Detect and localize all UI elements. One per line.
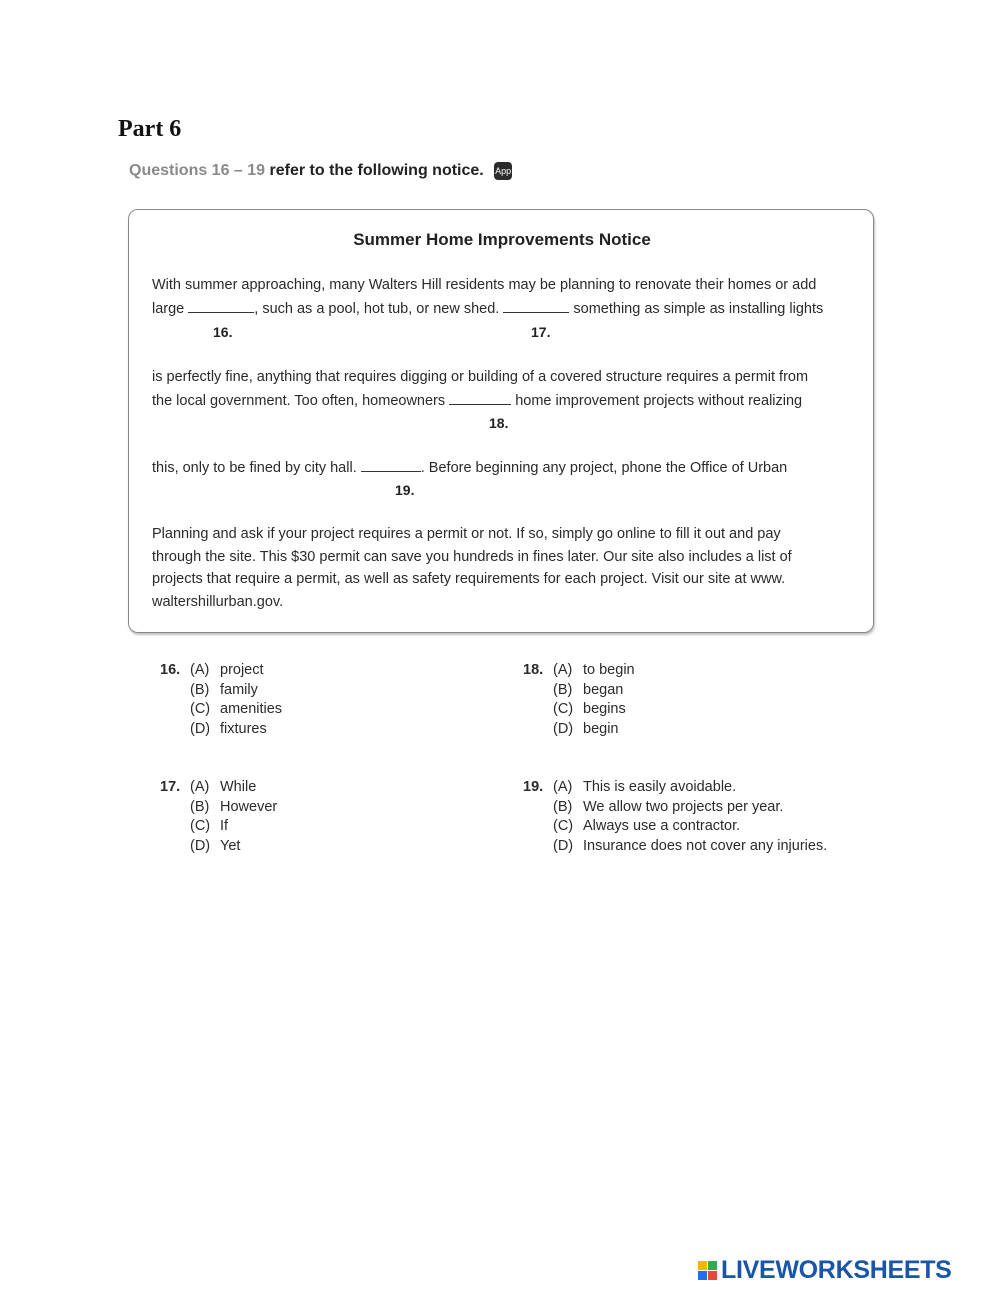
option-b[interactable]: (B) We allow two projects per year. — [553, 799, 784, 815]
option-a[interactable]: (A) While — [190, 779, 257, 795]
part-title: Part 6 — [118, 116, 182, 142]
question-number: 18. — [523, 662, 544, 678]
question-number: 17. — [160, 779, 181, 795]
option-c[interactable]: (C) amenities — [190, 701, 283, 717]
option-a[interactable]: (A) to begin — [553, 662, 635, 678]
notice-line: is perfectly fine, anything that requires digging or building of a covered structure requires a permit from — [152, 369, 809, 385]
liveworksheets-logo[interactable] — [698, 1257, 952, 1283]
option-b[interactable]: (B) family — [190, 682, 258, 698]
notice-line: waltershillurban.gov. — [152, 594, 284, 610]
notice-line: projects that require a permit, as well as safety requirements for each project. Visit our site at www. — [152, 571, 786, 587]
blank-18[interactable] — [449, 392, 511, 405]
blank-number-17: 17. — [531, 324, 551, 340]
option-d[interactable]: (D) Insurance does not cover any injuries. — [553, 838, 828, 854]
notice-line: through the site. This $30 permit can save you hundreds in fines later. Our site also includes a list of — [152, 549, 792, 565]
option-d[interactable]: (D) begin — [553, 721, 619, 737]
blank-number-16: 16. — [213, 324, 233, 340]
blank-16[interactable] — [188, 300, 254, 313]
liveworksheets-logo-icon — [698, 1261, 717, 1280]
option-c[interactable]: (C) If — [190, 818, 229, 834]
question-number: 19. — [523, 779, 544, 795]
notice-line: the local government. Too often, homeowners home improvement projects without realizing — [152, 393, 803, 409]
option-a[interactable]: (A) project — [190, 662, 264, 678]
notice-title: Summer Home Improvements Notice — [353, 230, 651, 249]
notice-line: With summer approaching, many Walters Hill residents may be planning to renovate their homes or add — [152, 277, 817, 293]
app-icon: App — [494, 162, 512, 180]
notice-line: this, only to be fined by city hall. . Before beginning any project, phone the Office of Urban — [152, 460, 788, 476]
question-range: Questions 16 – 19 — [129, 162, 266, 180]
question-number: 16. — [160, 662, 181, 678]
option-d[interactable]: (D) fixtures — [190, 721, 267, 737]
blank-number-19: 19. — [395, 482, 415, 498]
notice-line: large , such as a pool, hot tub, or new shed. something as simple as installing lights — [152, 301, 824, 317]
option-d[interactable]: (D) Yet — [190, 838, 241, 854]
questions-intro — [129, 162, 512, 180]
logo-text: LIVEWORKSHEETS — [721, 1255, 952, 1284]
blank-19[interactable] — [361, 459, 421, 472]
notice-line: Planning and ask if your project requires a permit or not. If so, simply go online to fill it out and pay — [152, 526, 781, 542]
option-c[interactable]: (C) Always use a contractor. — [553, 818, 741, 834]
intro-text: refer to the following notice. — [265, 162, 484, 180]
option-c[interactable]: (C) begins — [553, 701, 626, 717]
option-b[interactable]: (B) began — [553, 682, 624, 698]
option-b[interactable]: (B) However — [190, 799, 278, 815]
blank-17[interactable] — [503, 300, 569, 313]
notice-box — [128, 209, 874, 633]
blank-number-18: 18. — [489, 415, 509, 431]
option-a[interactable]: (A) This is easily avoidable. — [553, 779, 737, 795]
